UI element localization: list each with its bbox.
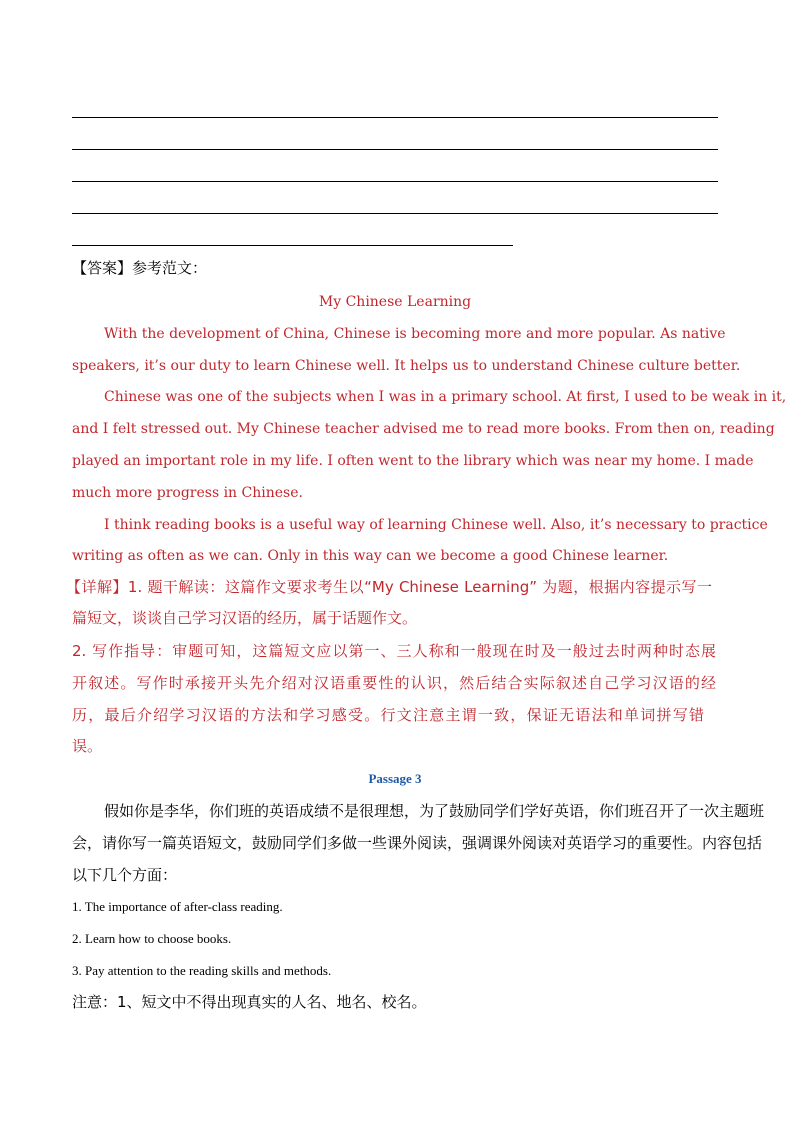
essay-line: speakers, it’s our duty to learn Chinese well. It helps us to understand Chinese culture better. — [72, 358, 741, 374]
essay-line: writing as often as we can. Only in this way can we become a good Chinese learner. — [72, 548, 669, 564]
detail-line: 开叙述。写作时承接开头先介绍对汉语重要性的认识，然后结合实际叙述自己学习汉语的经 — [72, 674, 716, 692]
detail-line: 篇短文，谈谈自己学习汉语的经历，属于话题作文。 — [72, 609, 418, 627]
passage-heading: Passage 3 — [368, 771, 422, 786]
prompt-line: 以下几个方面： — [72, 866, 178, 884]
writing-line-4 — [72, 213, 718, 214]
essay-line: played an important role in my life. I often went to the library which was near my home. I made — [72, 453, 754, 469]
prompt-line: 假如你是李华，你们班的英语成绩不是很理想，为了鼓励同学们学好英语，你们班召开了一次主题班 — [104, 802, 765, 820]
prompt-line: 会，请你写一篇英语短文，鼓励同学们多做一些课外阅读，强调课外阅读对英语学习的重要性。内容包括 — [72, 834, 763, 852]
essay-line: much more progress in Chinese. — [72, 485, 303, 501]
list-item: 1. The importance of after-class reading. — [72, 899, 283, 914]
writing-line-5 — [72, 245, 513, 246]
list-item: 3. Pay attention to the reading skills and methods. — [72, 963, 332, 978]
list-item: 2. Learn how to choose books. — [72, 931, 232, 946]
detail-line: 历，最后介绍学习汉语的方法和学习感受。行文注意主谓一致，保证无语法和单词拼写错 — [72, 706, 704, 724]
detail-line: 2. 写作指导：审题可知，这篇短文应以第一、三人称和一般现在时及一般过去时两种时态展 — [72, 642, 716, 660]
essay-title: My Chinese Learning — [318, 294, 472, 310]
essay-line: Chinese was one of the subjects when I was in a primary school. At first, I used to be weak in it, — [104, 389, 787, 405]
writing-line-2 — [72, 149, 718, 150]
detail-line: 误。 — [72, 737, 103, 755]
essay-line: I think reading books is a useful way of learning Chinese well. Also, it’s necessary to practice — [104, 517, 768, 533]
essay-line: and I felt stressed out. My Chinese teacher advised me to read more books. From then on, reading — [72, 421, 775, 437]
answer-label: 【答案】参考范文： — [72, 259, 208, 277]
writing-line-1 — [72, 117, 718, 118]
detail-line: 【详解】1. 题干解读：这篇作文要求考生以“My Chinese Learning” 为题，根据内容提示写一 — [66, 578, 712, 596]
writing-line-3 — [72, 181, 718, 182]
essay-line: With the development of China, Chinese is becoming more and more popular. As native — [104, 326, 726, 342]
note-line: 注意：1、短文中不得出现真实的人名、地名、校名。 — [72, 993, 427, 1011]
